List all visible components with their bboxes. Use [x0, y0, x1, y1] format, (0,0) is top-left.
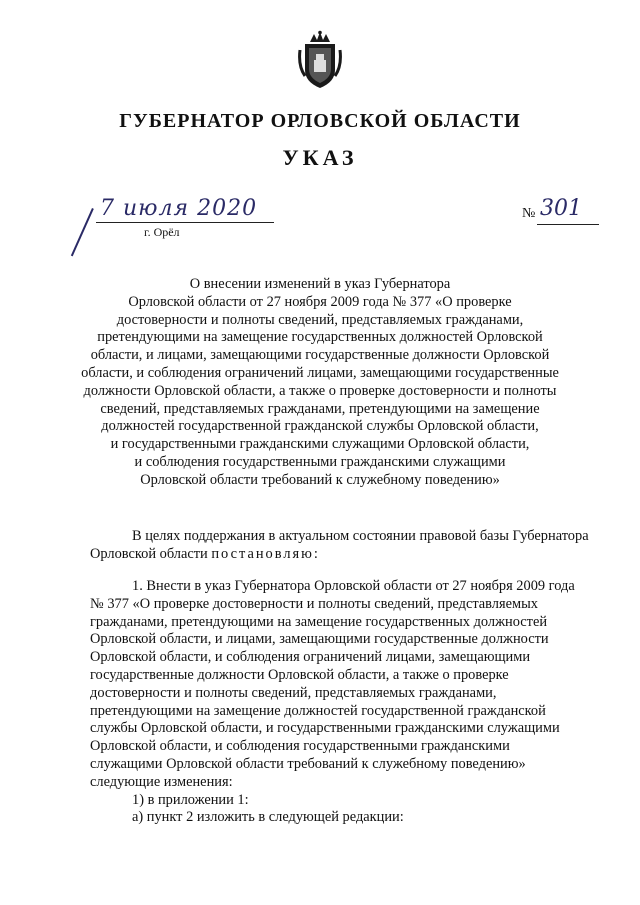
title-line: Орловской области требований к служебному поведению»	[140, 471, 500, 488]
title-line: О внесении изменений в указ Губернатора	[189, 276, 451, 292]
document-title	[80, 276, 560, 490]
date-underline	[96, 222, 274, 223]
list-item: 1) в приложении 1:	[132, 791, 249, 808]
body-line: Орловской области, и соблюдения ограничений лицами, замещающими	[90, 649, 531, 666]
body-line: 1. Внести в указ Губернатора Орловской области от 27 ноября 2009 года	[132, 578, 575, 594]
handwritten-number: 301	[540, 196, 582, 221]
body-line: служащими Орловской области требований к служебному поведению»	[90, 755, 526, 772]
title-line: сведений, представляемых гражданами, претендующими на замещение	[100, 400, 540, 417]
title-line: и соблюдения государственными гражданскими служащими	[134, 453, 506, 470]
resolve-word: постановляю	[211, 545, 314, 562]
body-line: достоверности и полноты сведений, представляемых гражданами,	[90, 684, 497, 701]
title-line: области, и соблюдения ограничений лицами, замещающими государственные	[81, 364, 559, 381]
body-line: Орловской области, и лицами, замещающими государственные должности	[90, 631, 549, 648]
title-line: и государственными гражданскими служащими Орловской области,	[110, 436, 530, 453]
preamble-line: В целях поддержания в актуальном состоянии правовой базы Губернатора	[132, 528, 589, 544]
body-line: гражданами, претендующими на замещение государственных должностей	[90, 613, 548, 630]
body-line: претендующими на замещение должностей государственной гражданской	[90, 702, 546, 719]
preamble-paragraph	[90, 528, 596, 564]
city-label: г. Орёл	[144, 225, 180, 239]
list-item: а) пункт 2 изложить в следующей редакции:	[132, 809, 404, 826]
title-line: области, и лицами, замещающими государственные должности Орловской	[90, 347, 550, 364]
body-line: следующие изменения:	[90, 773, 233, 790]
title-line: должностей государственной гражданской службы Орловской области,	[101, 418, 539, 435]
main-paragraph	[90, 578, 596, 827]
title-line: достоверности и полноты сведений, представляемых гражданами,	[116, 311, 524, 328]
preamble-prefix: Орловской области	[90, 545, 212, 562]
title-line: Орловской области от 27 ноября 2009 года № 377 «О проверке	[128, 293, 512, 310]
number-label: №	[522, 206, 536, 221]
body-line: службы Орловской области, и государственными гражданскими служащими	[90, 720, 560, 737]
body-line: государственные должности Орловской области, а также о проверке	[90, 666, 509, 683]
signature-stroke	[71, 208, 94, 256]
handwritten-date: 7 июля 2020	[100, 196, 258, 221]
number-underline	[537, 224, 599, 225]
document-type: УКАЗ	[282, 145, 358, 170]
title-line: претендующими на замещение государственных должностей Орловской	[97, 329, 543, 346]
body-line: № 377 «О проверке достоверности и полноты сведений, представляемых	[90, 595, 538, 612]
title-line: должности Орловской области, а также о проверке достоверности и полноты	[83, 382, 557, 399]
coat-of-arms-emblem	[297, 30, 343, 90]
preamble-suffix: :	[313, 545, 318, 562]
preamble-line	[90, 546, 596, 564]
body-line: Орловской области, и соблюдения государственными гражданскими	[90, 738, 510, 755]
issuing-authority: ГУБЕРНАТОР ОРЛОВСКОЙ ОБЛАСТИ	[119, 110, 521, 132]
